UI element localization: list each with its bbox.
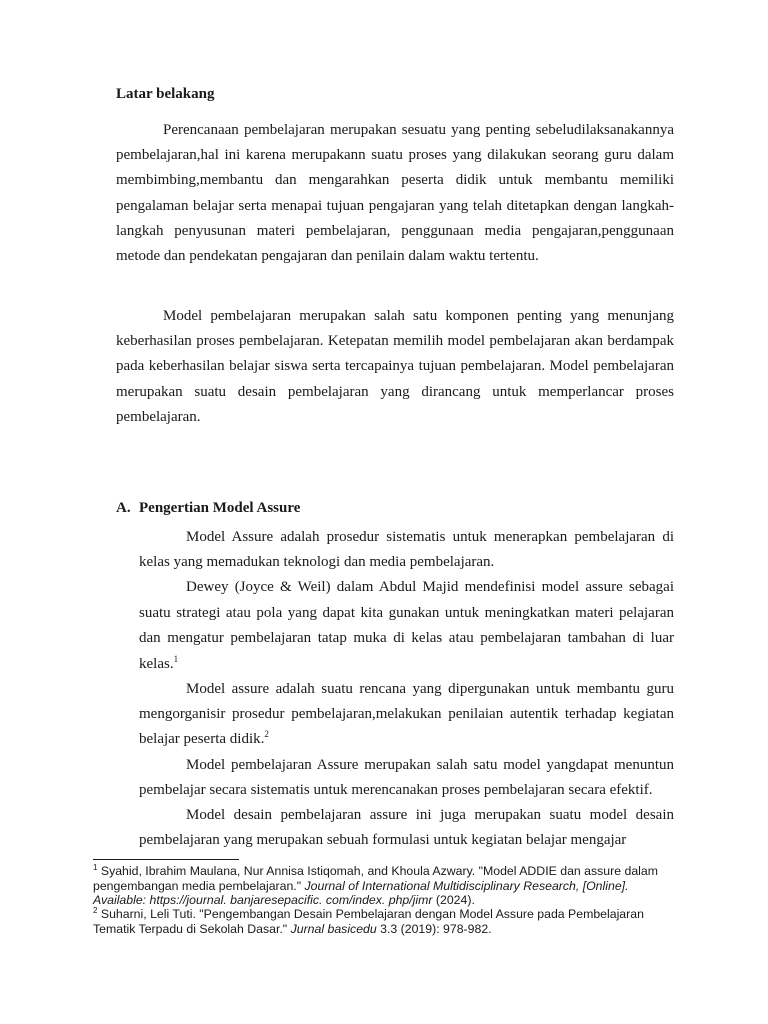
footnote-2-number: 2 <box>93 905 98 915</box>
section-a-title: Pengertian Model Assure <box>139 500 301 516</box>
section-a-paragraph-3-text: Model assure adalah suatu rencana yang dipergunakan untuk membantu guru mengorganisir prosedur pembelajaran,melakukan penilaian autentik terhadap kegiatan belajar peserta didik. <box>139 681 674 748</box>
section-a-paragraph-2 <box>139 575 674 677</box>
section-a-number: A. <box>116 500 131 516</box>
background-heading: Latar belakang <box>116 86 215 102</box>
footnote-2-journal: Jurnal basicedu <box>290 921 377 936</box>
footnote-1 <box>93 864 683 908</box>
footnote-1-text: Syahid, Ibrahim Maulana, Nur Annisa Istiqomah, and Khoula Azwary. "Model ADDIE dan assure dalam pengembangan media pembelajaran." <box>93 864 658 893</box>
footnote-1-year: (2024). <box>432 893 475 907</box>
footnote-2 <box>93 907 683 936</box>
section-a-paragraph-1: Model Assure adalah prosedur sistematis untuk menerapkan pembelajaran di kelas yang memadukan teknologi dan media pembelajaran. <box>139 529 674 571</box>
background-paragraph-2: Model pembelajaran merupakan salah satu komponen penting yang menunjang keberhasilan proses pembelajaran. Ketepatan memilih model pembelajaran akan berdampak pada keberhasilan belajar siswa serta tercapainya tujuan pembelajaran. Model pembelajaran merupakan suatu desain pembelajaran yang dirancang untuk memperlancar proses pembelajaran. <box>116 308 674 425</box>
section-a-paragraph-3 <box>139 677 674 753</box>
footnote-1-journal: Journal of International Multidisciplinary Research, [Online]. Available: https://journal. banjaresepacific. com/index. php/jimr <box>93 878 629 907</box>
section-a-paragraph-5: Model desain pembelajaran assure ini juga merupakan suatu model desain pembelajaran yang merupakan sebuah formulasi untuk kegiatan belajar mengajar <box>139 807 674 849</box>
footnote-ref-2[interactable]: 2 <box>264 729 269 740</box>
footnote-2-citation: 3.3 (2019): 978-982. <box>376 921 492 936</box>
section-a-paragraph-4: Model pembelajaran Assure merupakan salah satu model yangdapat menuntun pembelajar secara sistematis untuk merencanakan proses pembelajaran secara efektif. <box>139 757 674 799</box>
footnote-1-number: 1 <box>93 862 98 872</box>
section-a-heading <box>116 500 300 517</box>
footnote-ref-1[interactable]: 1 <box>173 653 179 664</box>
background-paragraph-1: Perencanaan pembelajaran merupakan sesuatu yang penting sebeludilaksanakannya pembelajaran,hal ini karena merupakann suatu proses yang dilakukan seorang guru dalam membimbing,membantu dan mengarahkan peserta didik untuk membantu memiliki pengalaman belajar serta menapai tujuan pengajaran yang telah ditetapkan dengan langkah-langkah penyusunan materi pembelajaran, penggunaan media pengajaran,penggunaan metode dan pendekatan pengajaran dan penilain dalam waktu tertentu. <box>116 122 674 265</box>
footnote-2-text: Suharni, Leli Tuti. "Pengembangan Desain Pembelajaran dengan Model Assure pada Pembelajaran Tematik Terpadu di Sekolah Dasar." <box>93 907 644 936</box>
footnote-separator <box>93 859 239 860</box>
section-a-paragraph-2-text: Dewey (Joyce & Weil) dalam Abdul Majid mendefinisi model assure sebagai suatu strategi atau pola yang dapat kita gunakan untuk meningkatkan materi pelajaran dan mengatur pembelajaran tatap muka di kelas atau pembelajaran tambahan di luar kelas. <box>139 579 674 672</box>
